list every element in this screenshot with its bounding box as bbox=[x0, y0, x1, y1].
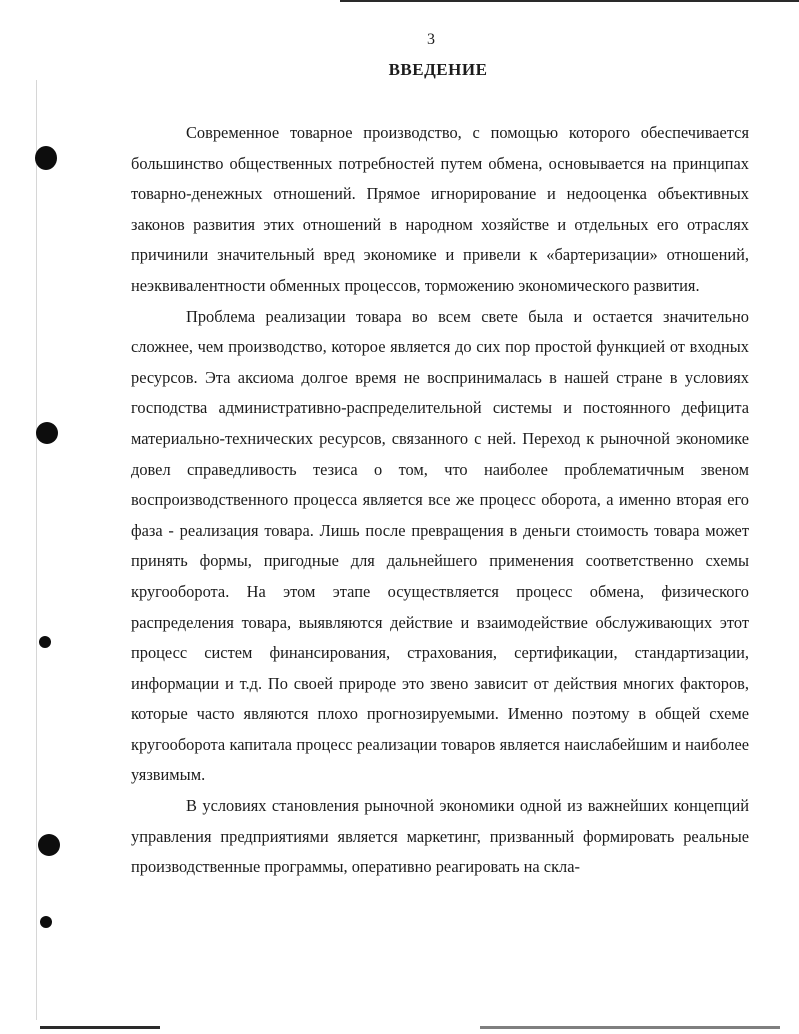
punch-hole-1 bbox=[35, 146, 57, 170]
page-title: ВВЕДЕНИЕ bbox=[388, 60, 488, 79]
page-number: 3 bbox=[427, 31, 435, 48]
bottom-edge-line-right bbox=[480, 1026, 780, 1029]
punch-hole-3 bbox=[39, 636, 51, 648]
paragraph-2: Проблема реализации товара во всем свете была и остается значительно сложнее, чем производство, которое является до сих пор простой функцией от входных ресурсов. Эта аксиома долгое время не воспринималась в нашей стране в условиях господства административно-распределительной системы и постоянного дефицита материально-технических ресурсов, связанного с ней. Переход к рыночной экономике довел справедливость тезиса о том, что наиболее проблематичным звеном воспроизводственного процесса является все же процесс оборота, а именно вторая его фаза - реализация товара. Лишь после превращения в деньги стоимость товара может принять формы, пригодные для дальнейшего применения соответственно схемы кругооборота. На этом этапе осуществляется процесс обмена, физического распределения товара, выявляются действие и взаимодействие обслуживающих этот процесс систем финансирования, страхования, сертификации, стандартизации, информации и т.д. По своей природе это звено зависит от действия многих факторов, которые часто являются плохо прогнозируемыми. Именно поэтому в общей схеме кругооборота капитала процесс реализации товаров является наислабейшим и наиболее уязвимым. bbox=[131, 306, 749, 785]
top-edge-line bbox=[340, 0, 799, 2]
body-text bbox=[131, 118, 749, 883]
paragraph-1: Современное товарное производство, с помощью которого обеспечивается большинство общественных потребностей путем обмена, основывается на принципах товарно-денежных отношений. Прямое игнорирование и недооценка объективных законов развития этих отношений в народном хозяйстве и отдельных его отраслях причинили значительный вред экономике и привели к «бартеризации» отношений, неэквивалентности обменных процессов, торможению экономического развития. bbox=[131, 123, 749, 295]
paragraph-3: В условиях становления рыночной экономики одной из важнейших концепций управления предприятиями является маркетинг, призванный формировать реальные производственные программы, оперативно реагировать на скла- bbox=[131, 796, 749, 877]
punch-hole-5 bbox=[40, 916, 52, 928]
bottom-edge-line-left bbox=[40, 1026, 160, 1029]
left-margin-line bbox=[36, 80, 37, 1020]
punch-hole-2 bbox=[36, 422, 58, 444]
punch-hole-4 bbox=[38, 834, 60, 856]
